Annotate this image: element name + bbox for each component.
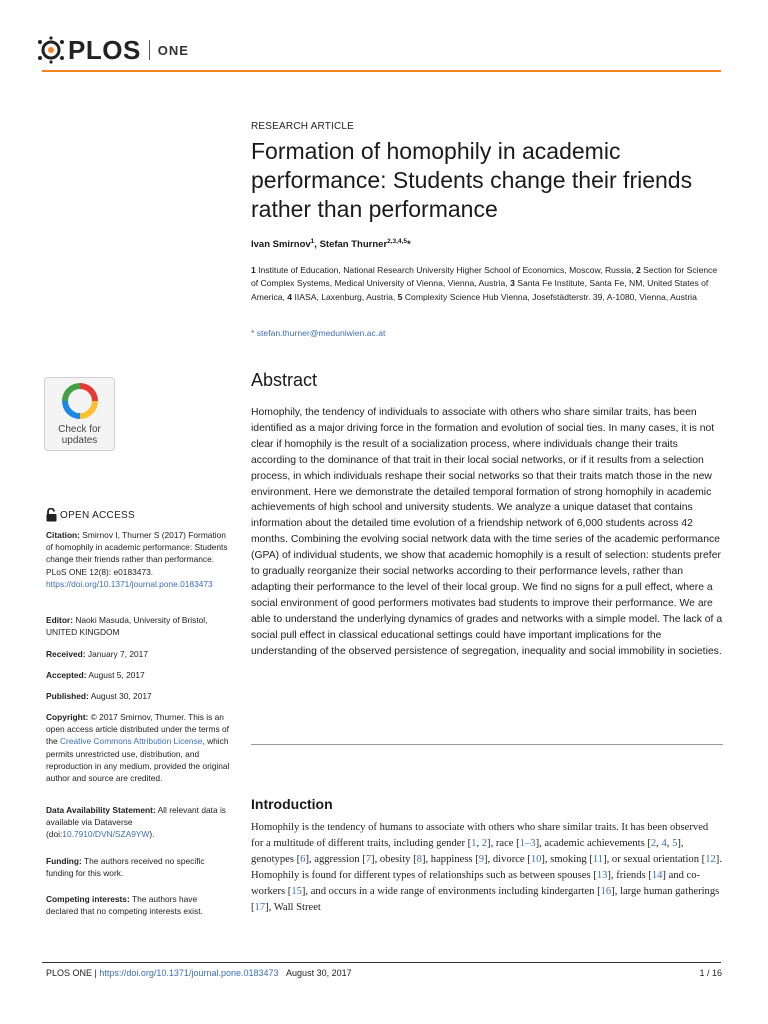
reference-link[interactable]: 16	[600, 886, 612, 897]
author-name[interactable]: Ivan Smirnov	[251, 239, 311, 251]
affiliations	[251, 264, 723, 304]
logo-divider	[149, 40, 150, 60]
reference-link[interactable]: 12	[705, 854, 716, 865]
intro-text: ], Wall Street	[265, 902, 321, 913]
affiliation-number: 4	[287, 291, 293, 302]
license-link[interactable]: Creative Commons Attribution License	[59, 736, 203, 747]
affiliation-number: 3	[510, 278, 515, 289]
intro-text: ,	[666, 838, 673, 849]
dataverse-doi-link[interactable]: 10.7910/DVN/SZA9YW	[62, 829, 150, 840]
reference-link[interactable]: 8	[416, 854, 422, 865]
author-affiliation-ref: 1	[310, 238, 315, 245]
data-availability-label: Data Availability Statement:	[46, 805, 156, 815]
author-affiliation-ref: 2,3,4,5	[387, 238, 408, 245]
intro-text: ], and occurs in a wide range of environments including kindergarten [	[301, 886, 601, 897]
editor-text: Naoki Masuda, University of Bristol, UNITED KINGDOM	[46, 615, 208, 638]
intro-text: ], happiness [	[421, 854, 479, 865]
reference-link[interactable]: 6	[300, 854, 306, 865]
page-number: 1 / 16	[699, 968, 722, 978]
affiliation-number: 5	[397, 291, 403, 302]
accepted-label: Accepted:	[46, 670, 87, 680]
introduction-heading: Introduction	[251, 796, 333, 812]
intro-text: ], or sexual orientation [	[603, 854, 706, 865]
affiliation-text: Section for Science of Complex Systems, Medical University of Vienna, Vienna, Austria,	[251, 265, 718, 289]
open-access-label	[46, 508, 135, 522]
corresponding-author-mark: *	[407, 239, 411, 251]
affiliation-number: 1	[251, 265, 256, 275]
intro-text: ], aggression [	[305, 854, 366, 865]
received-label: Received:	[46, 649, 86, 659]
header-rule	[42, 70, 721, 72]
published-label: Published:	[46, 691, 89, 701]
article-type: RESEARCH ARTICLE	[251, 121, 355, 132]
reference-link[interactable]: 1	[471, 838, 477, 849]
check-for-updates-button[interactable]	[44, 377, 115, 451]
plos-logo-icon	[36, 36, 66, 64]
reference-link[interactable]: 13	[596, 870, 608, 881]
intro-text: ,	[476, 838, 482, 849]
received-date: January 7, 2017	[87, 649, 148, 659]
data-availability-text: All relevant data is available via Dataverse (doi:	[46, 805, 226, 840]
competing-interests-label: Competing interests:	[46, 894, 130, 904]
footer-journal: PLOS ONE |	[46, 968, 97, 978]
intro-text: ], genotypes [	[251, 838, 684, 865]
funding-text: The authors received no specific funding for this work.	[46, 856, 205, 879]
intro-text: ], race [	[487, 838, 520, 849]
intro-text: ], academic achievements [	[535, 838, 651, 849]
author-name[interactable]: Stefan Thurner	[319, 239, 388, 251]
reference-link[interactable]: 2	[650, 838, 657, 849]
footer-date: August 30, 2017	[286, 968, 352, 978]
citation-label: Citation:	[46, 530, 80, 540]
affiliation-text: IIASA, Laxenburg, Austria,	[294, 291, 396, 302]
abstract-text: Homophily, the tendency of individuals to associate with others who share similar traits, has been identified as a major driving force in the formation and evolution of social ties. In many cases, it is not clear if homophily is the result of a socialization process, where individuals change their traits according to the dominance of that trait in their local social networks, or if it results from a selection process, in which individuals reshape their social networks so that their traits match those in the new environment. Here we demonstrate the detailed temporal formation of strong homophily in academic achievements of high school and university students. We analyze a unique dataset that contains information about the detailed time evolution of a friendship network of 6,000 students across 42 months. Combining the evolving social network data with the time series of the academic performance (GPA) of individual students, we show that academic homophily is a result of selection: students prefer to gradually reorganize their social networks according to their performance levels, rather than adapting their performance to the level of their local group. We find no signs for a pull effect, where a social environment of good performers motivates bad students to improve their performance. We are able to understand the underlying dynamics of grades and networks with a simple model. The lack of a social pull effect in classical educational settings could have important implications for the understanding of the observed persistence of segregation, inequality and social immobility in societies.	[251, 407, 723, 657]
published-date: August 30, 2017	[90, 691, 152, 701]
author-list: Ivan Smirnov$^1$, Stefan Thurner$^{2,3,4,5}$*	[251, 238, 411, 251]
journal-logo[interactable]	[36, 36, 189, 64]
introduction-text	[251, 820, 723, 916]
data-availability-end: ).	[149, 829, 155, 840]
intro-text: ] and co-workers [	[251, 870, 701, 897]
copyright-text-end: , which permits unrestricted use, distribution, and reproduction in any medium, provided the original author and source are credited.	[46, 736, 230, 784]
published-block	[46, 690, 231, 702]
reference-link[interactable]: 17	[254, 902, 266, 913]
intro-text: ], smoking [	[541, 854, 593, 865]
accepted-block	[46, 669, 231, 681]
reference-link[interactable]: 5	[672, 838, 678, 849]
corresponding-email-link[interactable]: * stefan.thurner@meduniwien.ac.at	[251, 328, 386, 338]
editor-block	[46, 614, 231, 638]
intro-text: ], friends [	[607, 870, 652, 881]
intro-text: ], divorce [	[484, 854, 531, 865]
open-lock-icon	[46, 508, 57, 522]
intro-text: ]. Homophily is found for different types of relationships such as between spouses [	[251, 854, 722, 881]
badge-label-line1: Check for	[58, 424, 101, 435]
citation-text: Smirnov I, Thurner S (2017) Formation of homophily in academic performance: Students change their friends rather than performance. PLoS ONE 12(8): e0183473.	[46, 530, 228, 577]
abstract-heading: Abstract	[251, 370, 318, 390]
reference-link[interactable]: 2	[481, 838, 488, 849]
affiliation-text: Santa Fe Institute, Santa Fe, NM, United States of America,	[251, 278, 709, 302]
intro-text: ,	[656, 838, 662, 849]
footer-rule	[42, 962, 721, 963]
reference-link[interactable]: 4	[661, 838, 667, 849]
article-title: Formation of homophily in academic performance: Students change their friends rather than performance	[251, 138, 693, 222]
data-availability-block	[46, 804, 231, 841]
accepted-date: August 5, 2017	[88, 670, 145, 680]
competing-interests-text: The authors have declared that no competing interests exist.	[46, 894, 203, 917]
journal-name: ONE	[157, 42, 189, 58]
reference-link[interactable]: 15	[291, 886, 302, 897]
affiliation-text: Complexity Science Hub Vienna, Josefstädterstr. 39, A-1080, Vienna, Austria	[404, 291, 697, 302]
reference-link[interactable]: 9	[478, 854, 485, 865]
citation-doi-link[interactable]: https://doi.org/10.1371/journal.pone.0183473	[46, 578, 213, 589]
abstract-divider	[251, 744, 723, 745]
badge-label-line2: updates	[61, 435, 98, 446]
received-block	[46, 648, 231, 660]
page-footer	[46, 968, 352, 978]
reference-link[interactable]: 7	[365, 854, 372, 865]
funding-block	[46, 855, 231, 879]
intro-text: ], large human gatherings [	[251, 886, 720, 913]
copyright-text: © 2017 Smirnov, Thurner. This is an open access article distributed under the terms of the	[46, 712, 229, 747]
reference-link[interactable]: 10	[530, 854, 542, 865]
intro-text: ], obesity [	[371, 854, 417, 865]
check-for-updates-icon	[62, 383, 98, 419]
brand-name: PLOS	[68, 34, 141, 65]
citation-block	[46, 529, 231, 590]
affiliation-number: 2	[636, 265, 641, 275]
competing-interests-block	[46, 893, 231, 917]
intro-text: Homophily is the tendency of humans to associate with others who share similar traits. It has been observed for a multitude of different traits, including gender [	[251, 822, 709, 849]
copyright-label: Copyright:	[46, 712, 89, 722]
reference-link[interactable]: 14	[651, 870, 663, 881]
copyright-block	[46, 711, 231, 784]
open-access-text: OPEN ACCESS	[60, 509, 135, 521]
affiliation-text: Institute of Education, National Research University Higher School of Economics, Moscow, Russia,	[258, 265, 634, 275]
funding-label: Funding:	[46, 856, 82, 866]
reference-link[interactable]: 1–3	[519, 838, 536, 849]
editor-label: Editor:	[46, 615, 73, 625]
reference-link[interactable]: 11	[592, 854, 604, 865]
footer-doi-link[interactable]: https://doi.org/10.1371/journal.pone.0183473	[99, 968, 279, 978]
